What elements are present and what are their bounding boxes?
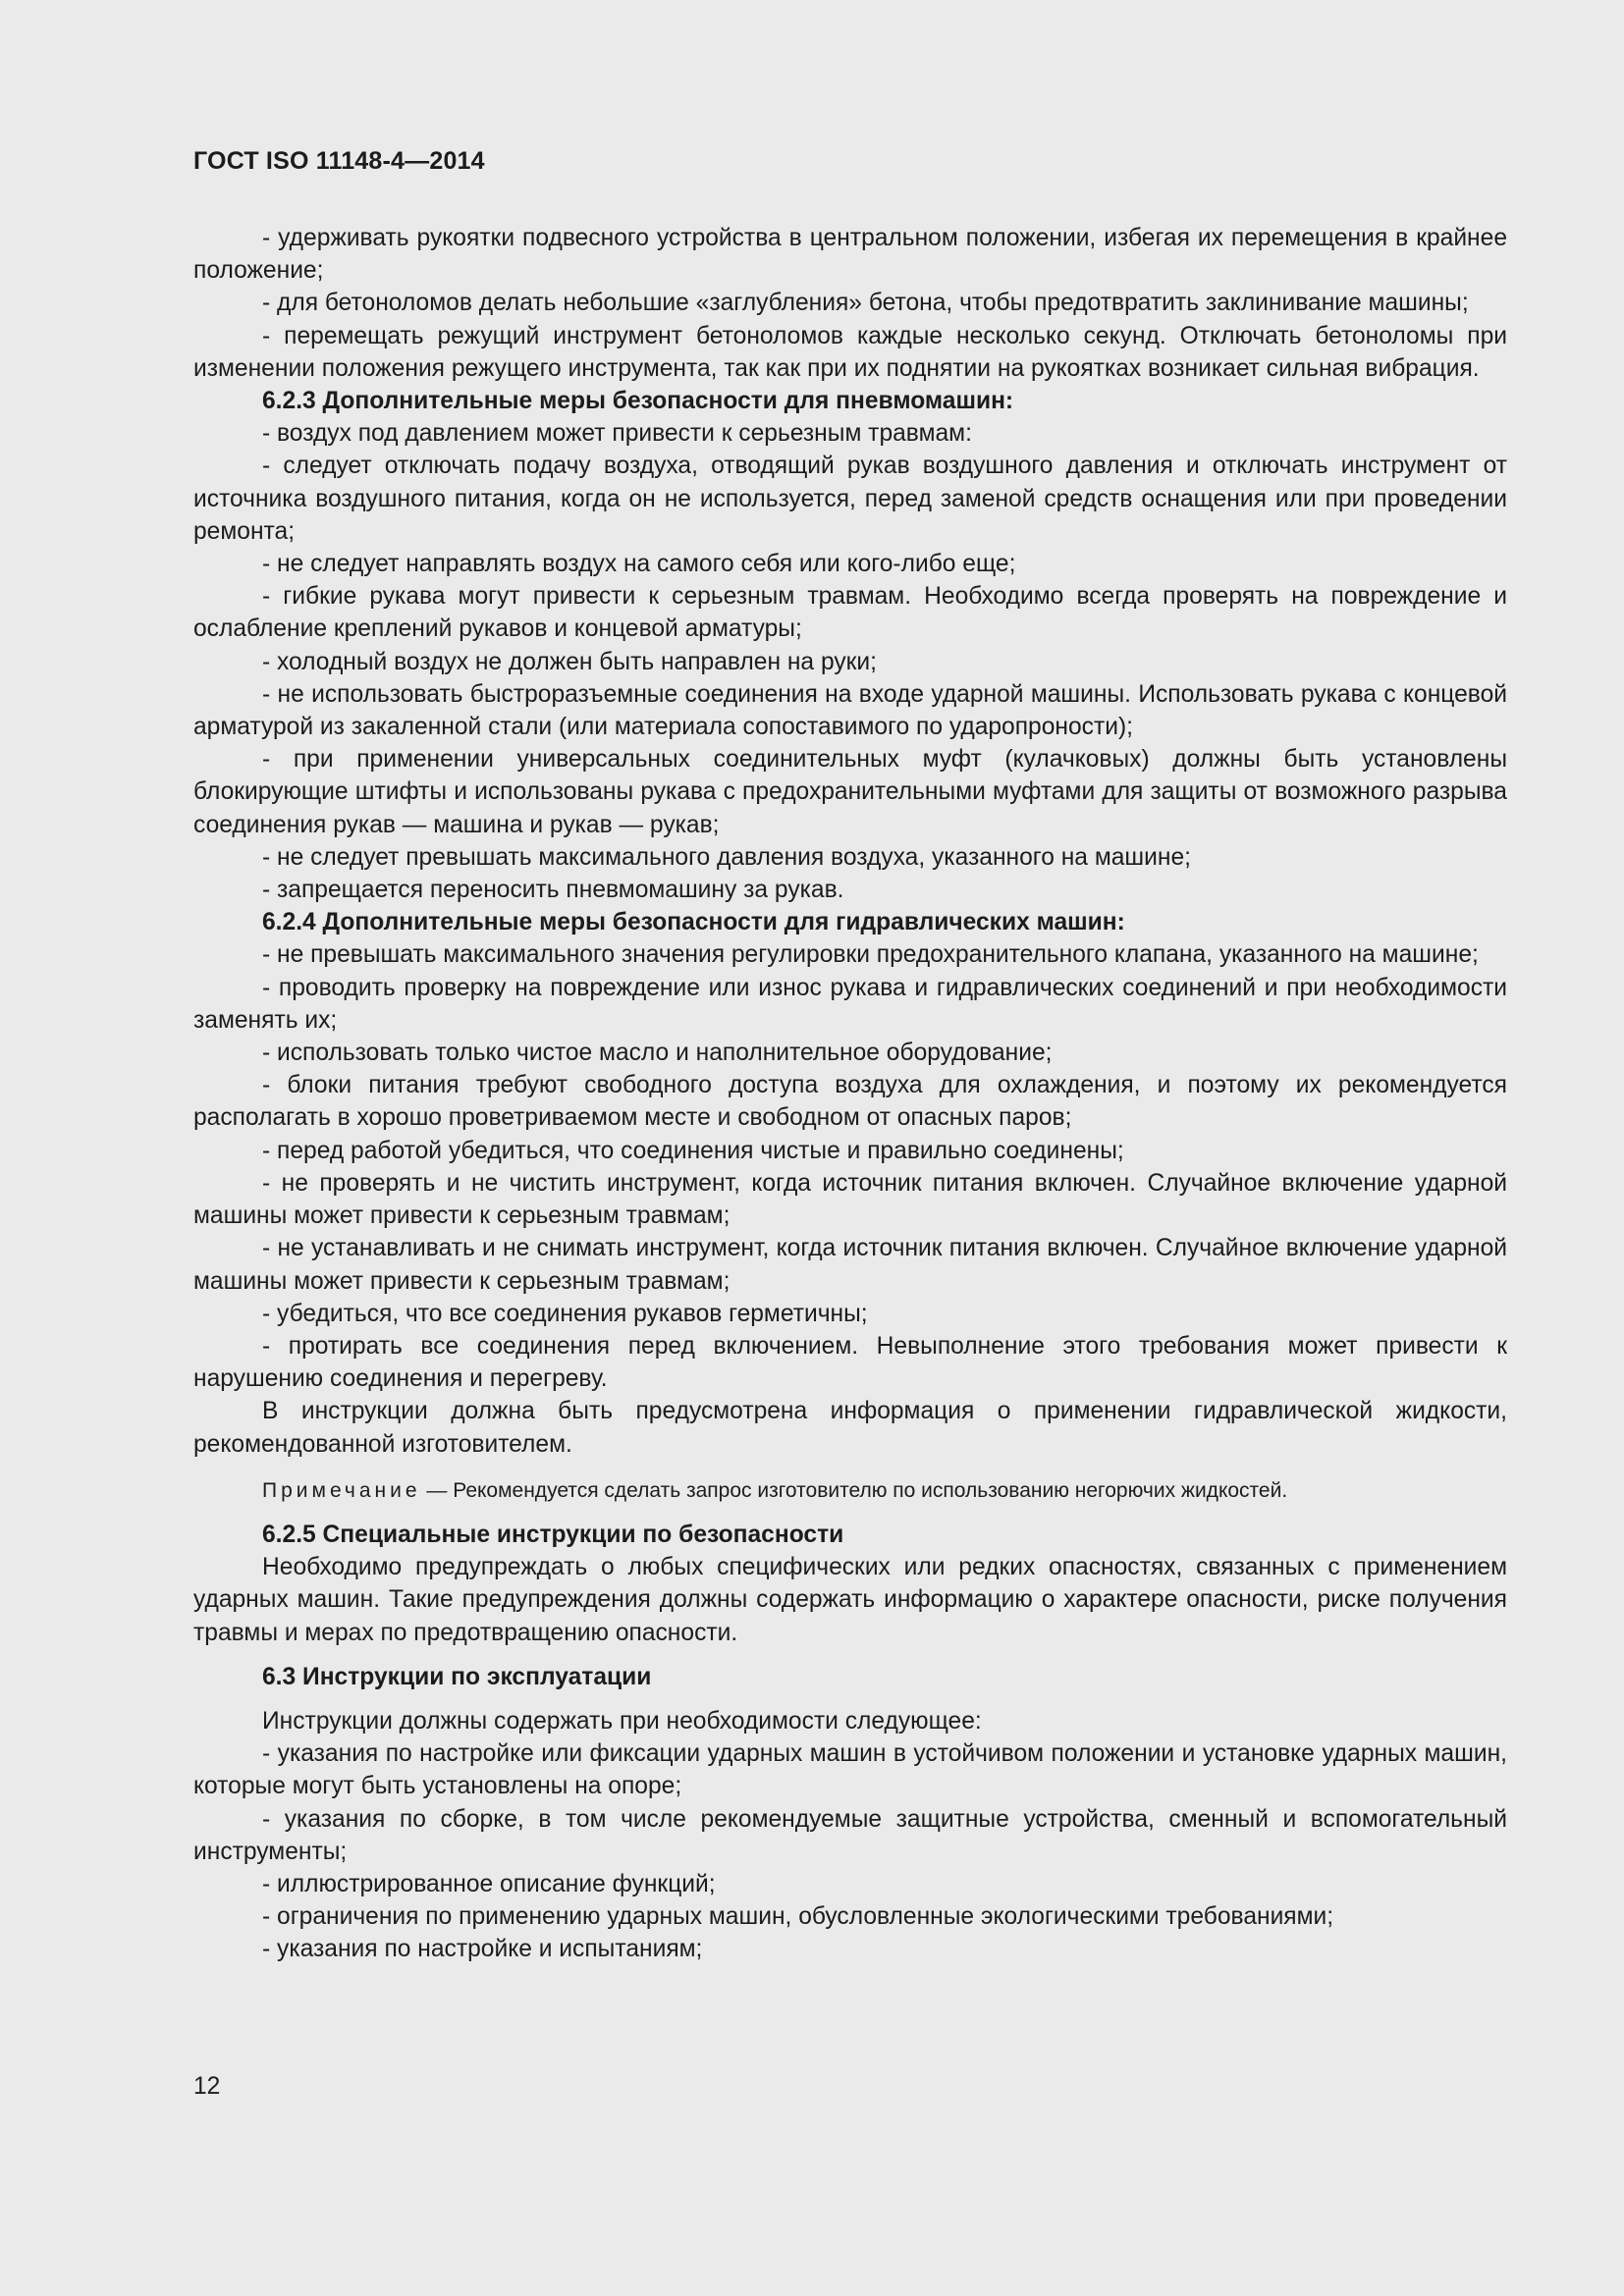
paragraph: - ограничения по применению ударных машин, обусловленные экологическими требованиями; bbox=[262, 1903, 1334, 1931]
paragraph: - указания по сборке, в том числе рекомендуемые защитные устройства, сменный и вспомогательный инструменты; bbox=[193, 1805, 1507, 1865]
paragraph: - не проверять и не чистить инструмент, когда источник питания включен. Случайное включение ударной машины может привести к серьезным травмам; bbox=[193, 1169, 1507, 1230]
page-number: 12 bbox=[193, 2073, 221, 2100]
section-heading-6-2-5: 6.2.5 Специальные инструкции по безопасности bbox=[262, 1521, 844, 1548]
paragraph: - следует отключать подачу воздуха, отводящий рукав воздушного давления и отключать инструмент от источника воздушного питания, когда он не используется, перед заменой средств оснащения или при проведении ремонта; bbox=[193, 453, 1507, 545]
paragraph: - иллюстрированное описание функций; bbox=[262, 1870, 716, 1897]
paragraph: - не превышать максимального значения регулировки предохранительного клапана, указанного на машине; bbox=[262, 941, 1479, 969]
section-heading-6-2-4: 6.2.4 Дополнительные меры безопасности для гидравлических машин: bbox=[262, 909, 1125, 936]
paragraph: - не следует направлять воздух на самого себя или кого-либо еще; bbox=[262, 551, 1016, 578]
paragraph: - использовать только чистое масло и наполнительное оборудование; bbox=[262, 1040, 1053, 1067]
paragraph: - указания по настройке и испытаниям; bbox=[262, 1936, 703, 1963]
paragraph: - воздух под давлением может привести к серьезным травмам: bbox=[262, 420, 972, 448]
paragraph: В инструкции должна быть предусмотрена информация о применении гидравлической жидкости, рекомендованной изготовителем. bbox=[193, 1398, 1507, 1458]
paragraph: Инструкции должны содержать при необходимости следующее: bbox=[262, 1707, 982, 1735]
paragraph: - не устанавливать и не снимать инструмент, когда источник питания включен. Случайное включение ударной машины может привести к серьезным травмам; bbox=[193, 1235, 1507, 1295]
paragraph: - не использовать быстроразъемные соединения на входе ударной машины. Использовать рукава с концевой арматурой из закаленной стали (или материала сопоставимого по ударопроности); bbox=[193, 680, 1507, 741]
paragraph: - запрещается переносить пневмомашину за рукав. bbox=[262, 877, 844, 904]
paragraph: - блоки питания требуют свободного доступа воздуха для охлаждения, и поэтому их рекомендуется располагать в хорошо проветриваемом месте и свободном от опасных паров; bbox=[193, 1072, 1507, 1132]
document-body bbox=[193, 222, 1507, 1966]
paragraph: - указания по настройке или фиксации ударных машин в устойчивом положении и установке ударных машин, которые могут быть установлены на опоре; bbox=[193, 1740, 1507, 1800]
note-text: — Рекомендуется сделать запрос изготовителю по использованию негорючих жидкостей. bbox=[420, 1478, 1288, 1502]
paragraph: - холодный воздух не должен быть направлен на руки; bbox=[262, 648, 877, 675]
paragraph: - перемещать режущий инструмент бетоноломов каждые несколько секунд. Отключать бетоноломы при изменении положения режущего инструмента, так как при их поднятии на рукоятках возникает сильная вибрация. bbox=[193, 322, 1507, 382]
note bbox=[193, 1474, 1507, 1507]
paragraph: - протирать все соединения перед включением. Невыполнение этого требования может привести к нарушению соединения и перегреву. bbox=[193, 1332, 1507, 1393]
paragraph: - для бетоноломов делать небольшие «заглубления» бетона, чтобы предотвратить заклинивание машины; bbox=[262, 290, 1469, 317]
paragraph: - не следует превышать максимального давления воздуха, указанного на машине; bbox=[262, 843, 1191, 871]
document-header: ГОСТ ISO 11148-4—2014 bbox=[193, 147, 485, 175]
paragraph: - убедиться, что все соединения рукавов герметичны; bbox=[262, 1300, 868, 1327]
paragraph: - перед работой убедиться, что соединения чистые и правильно соединены; bbox=[262, 1137, 1124, 1164]
paragraph: - удерживать рукоятки подвесного устройства в центральном положении, избегая их перемещения в крайнее положение; bbox=[193, 225, 1507, 285]
paragraph: Необходимо предупреждать о любых специфических или редких опасностях, связанных с применением ударных машин. Такие предупреждения должны содержать информацию о характере опасности, риске получения травмы и мерах по предотвращению опасности. bbox=[193, 1554, 1507, 1646]
note-label: Примечание bbox=[262, 1478, 421, 1502]
section-heading-6-2-3: 6.2.3 Дополнительные меры безопасности для пневмомашин: bbox=[262, 388, 1014, 415]
paragraph: - гибкие рукава могут привести к серьезным травмам. Необходимо всегда проверять на повреждение и ослабление креплений рукавов и концевой арматуры; bbox=[193, 583, 1507, 643]
paragraph: - проводить проверку на повреждение или износ рукава и гидравлических соединений и при необходимости заменять их; bbox=[193, 974, 1507, 1034]
section-heading-6-3: 6.3 Инструкции по эксплуатации bbox=[262, 1663, 652, 1690]
paragraph: - при применении универсальных соединительных муфт (кулачковых) должны быть установлены блокирующие штифты и использованы рукава с предохранительными муфтами для защиты от возможного разрыва соединения рукав — машина и рукав — рукав; bbox=[193, 746, 1507, 838]
